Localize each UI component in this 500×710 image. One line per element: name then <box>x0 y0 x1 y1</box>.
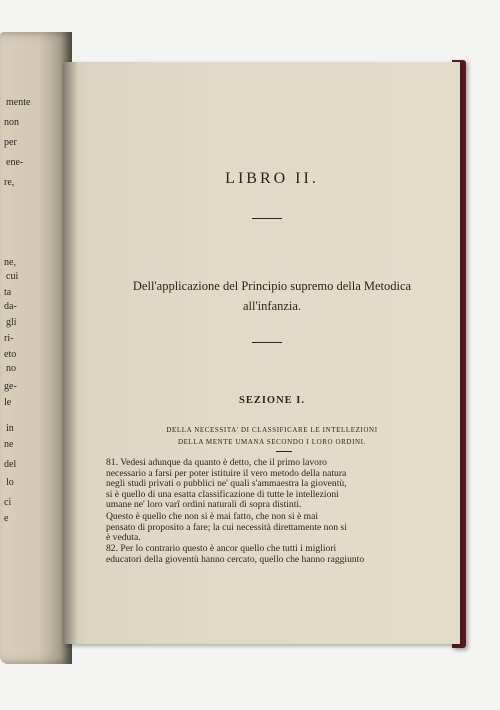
text-line: necessario a farsi per poter istituire il vero metodo della natura <box>106 467 347 479</box>
left-page-fragment: non <box>4 117 19 128</box>
left-page-fragment: re, <box>4 177 15 188</box>
section-heading-line: DELLA MENTE UMANA SECONDO I LORO ORDINI. <box>178 438 366 446</box>
page-gutter-shadow <box>64 62 78 644</box>
left-page-fragment: e <box>4 513 9 524</box>
title-rule <box>252 218 282 219</box>
left-page-fragment: ge- <box>4 381 17 392</box>
paragraph-82 <box>106 544 442 565</box>
left-page-fragment: lo <box>6 477 14 488</box>
subtitle-rule <box>252 342 282 343</box>
left-page-fragment: ene- <box>6 157 24 168</box>
paragraph-continued <box>106 512 442 544</box>
left-page-fragment: le <box>4 397 12 408</box>
section-heading-line: DELLA NECESSITA' DI CLASSIFICARE LE INTELLEZIONI <box>166 426 378 434</box>
left-page-fragment: ri- <box>4 333 14 344</box>
left-page-fragment: gli <box>6 317 17 328</box>
left-page-fragment: mente <box>6 97 31 108</box>
text-line: negli studi privati o pubblici ne' quali s'ammaestra la gioventù, <box>106 478 347 490</box>
left-page-fragment: cui <box>6 271 19 282</box>
text-line: Questo è quello che non si è mai fatto, che non si è mai <box>106 511 319 522</box>
chapter-subtitle: Dell'applicazione del Principio supremo della Metodica all'infanzia. <box>132 279 412 313</box>
section-title: SEZIONE I. <box>238 395 306 406</box>
text-line: si è quello di una esatta classificazione di tutte le intellezioni <box>106 488 339 500</box>
left-page-fragment: del <box>4 459 17 470</box>
text-line: pensato di proposito a fare; la cui necessità direttamente non si <box>106 521 347 533</box>
text-line: educatori della gioventù hanno cercato, quello che hanno raggiunto <box>106 553 365 565</box>
heading-rule <box>276 451 292 452</box>
text-line: 82. Per lo contrario questo è ancor quello che tutti i migliori <box>106 543 337 554</box>
left-page-fragment: in <box>6 423 14 434</box>
section-heading <box>116 424 428 448</box>
paragraph-81 <box>106 458 442 511</box>
text-line: è veduta. <box>106 532 141 544</box>
left-page-fragment: ta <box>4 287 12 298</box>
left-page-fragment: ne <box>4 439 14 450</box>
text-line: umane ne' loro varî ordini naturali di sopra distinti. <box>106 499 302 511</box>
left-page-fragment: da- <box>4 301 17 312</box>
left-page-fragment: no <box>6 363 16 374</box>
left-page-fragment: ci <box>4 497 12 508</box>
text-line: 81. Vedesi adunque da quanto è detto, che il primo lavoro <box>106 457 327 468</box>
book-title: LIBRO II. <box>225 170 319 187</box>
left-page-fragment: per <box>4 137 17 148</box>
left-page-fragment: eto <box>4 349 17 360</box>
left-page-fragment: ne, <box>4 257 16 268</box>
